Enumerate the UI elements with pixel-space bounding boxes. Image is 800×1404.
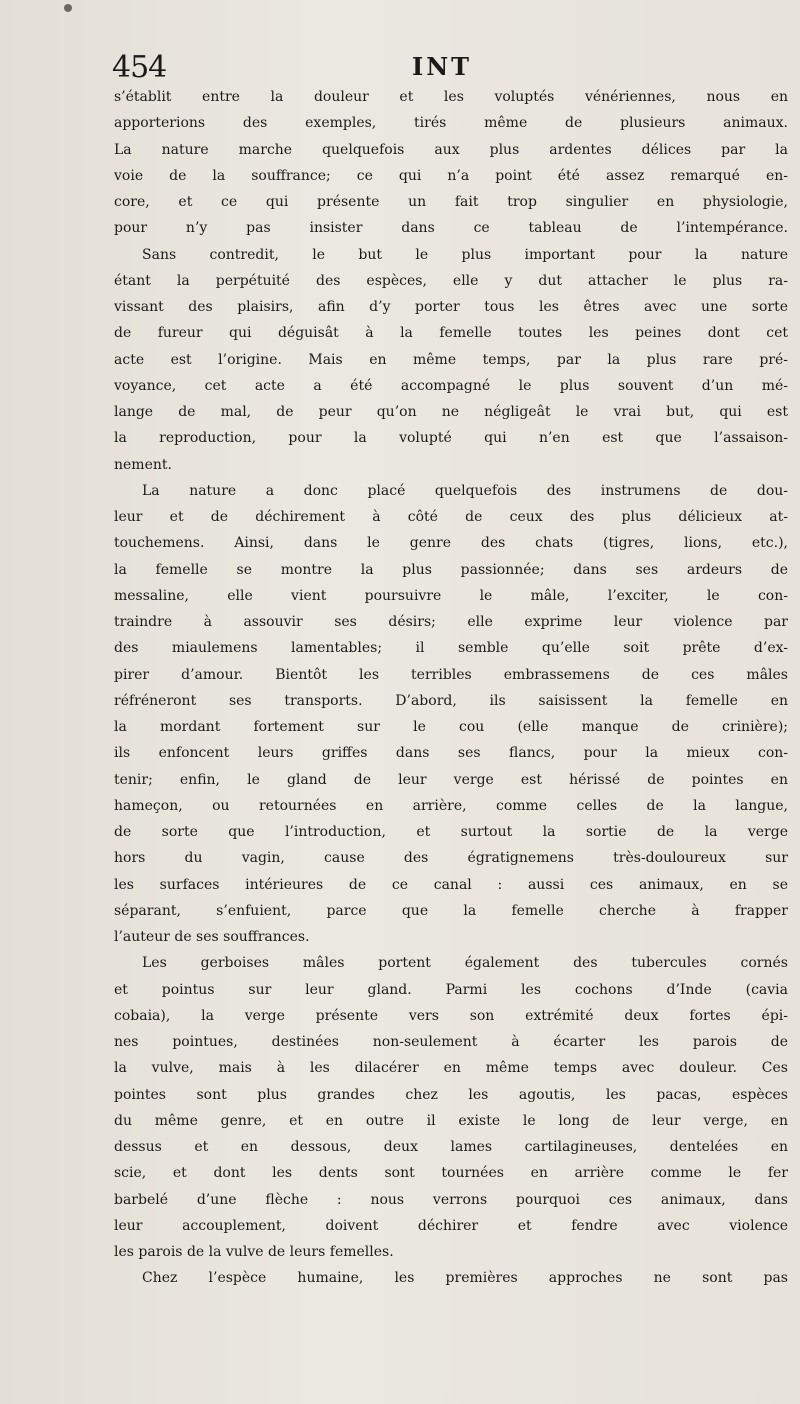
paper-speck [64, 4, 72, 12]
text-line: La nature marche quelquefois aux plus ardentes délices par la [114, 141, 788, 158]
text-line: les parois de la vulve de leurs femelles. [114, 1244, 394, 1260]
body-text [114, 84, 800, 1292]
text-line: la vulve, mais à les dilacérer en même temps avec douleur. Ces [114, 1060, 788, 1077]
text-line: voie de la souffrance; ce qui n’a point été assez remarqué en- [114, 167, 788, 184]
text-line: les surfaces intérieures de ce canal : aussi ces animaux, en se [114, 876, 788, 893]
text-line: hameçon, ou retournées en arrière, comme celles de la langue, [114, 797, 788, 814]
text-line: Les gerboises mâles portent également des tubercules cornés [142, 955, 788, 972]
running-title: INT [412, 52, 473, 81]
text-line: lange de mal, de peur qu’on ne négligeât le vrai but, qui est [114, 404, 788, 420]
text-line: scie, et dont les dents sont tournées en arrière comme le fer [114, 1165, 788, 1182]
text-line: s’établit entre la douleur et les voluptés vénériennes, nous en [114, 89, 788, 105]
text-line: des miaulemens lamentables; il semble qu’elle soit prête d’ex- [114, 640, 788, 657]
text-line: tenir; enfin, le gland de leur verge est hérissé de pointes en [114, 771, 788, 788]
text-line: pointes sont plus grandes chez les agoutis, les pacas, espèces [114, 1086, 788, 1103]
text-line: ils enfoncent leurs griffes dans ses flancs, pour la mieux con- [114, 745, 788, 762]
text-line: et pointus sur leur gland. Parmi les cochons d’Inde (cavia [114, 981, 788, 998]
text-line: l’auteur de ses souffrances. [114, 929, 310, 945]
text-line: de fureur qui déguisât à la femelle toutes les peines dont cet [114, 325, 788, 342]
text-line: séparant, s’enfuient, parce que la femelle cherche à frapper [114, 902, 788, 919]
text-line: leur accouplement, doivent déchirer et fendre avec violence [114, 1217, 788, 1234]
text-line: dessus et en dessous, deux lames cartilagineuses, dentelées en [114, 1139, 788, 1155]
text-line: pour n’y pas insister dans ce tableau de l’intempérance. [114, 220, 788, 237]
text-line: acte est l’origine. Mais en même temps, par la plus rare pré- [114, 351, 788, 368]
text-line: cobaia), la verge présente vers son extrémité deux fortes épi- [114, 1007, 788, 1024]
text-line: la reproduction, pour la volupté qui n’en est que l’assaison- [114, 430, 788, 447]
text-line: touchemens. Ainsi, dans le genre des chats (tigres, lions, etc.), [114, 535, 788, 552]
page-number: 454 [112, 50, 167, 85]
text-line: pirer d’amour. Bientôt les terribles embrassemens de ces mâles [114, 666, 788, 683]
text-line: La nature a donc placé quelquefois des instrumens de dou- [142, 482, 788, 499]
text-line: traindre à assouvir ses désirs; elle exprime leur violence par [114, 614, 788, 630]
text-line: la mordant fortement sur le cou (elle manque de crinière); [114, 719, 788, 735]
text-line: la femelle se montre la plus passionnée; dans ses ardeurs de [114, 561, 788, 578]
text-line: messaline, elle vient poursuivre le mâle, l’exciter, le con- [114, 587, 788, 604]
text-line: barbelé d’une flèche : nous verrons pourquoi ces animaux, dans [114, 1191, 788, 1208]
text-line: apporterions des exemples, tirés même de plusieurs animaux. [114, 115, 788, 132]
text-line: Sans contredit, le but le plus important pour la nature [142, 246, 788, 263]
text-line: hors du vagin, cause des égratignemens très-douloureux sur [114, 850, 788, 867]
text-line: vissant des plaisirs, afin d’y porter tous les êtres avec une sorte [114, 299, 788, 315]
text-line: leur et de déchirement à côté de ceux des plus délicieux at- [114, 509, 788, 525]
text-line: nes pointues, destinées non-seulement à écarter les parois de [114, 1034, 788, 1050]
text-line: de sorte que l’introduction, et surtout la sortie de la verge [114, 824, 788, 840]
text-line: du même genre, et en outre il existe le long de leur verge, en [114, 1112, 788, 1129]
text-line: étant la perpétuité des espèces, elle y dut attacher le plus ra- [114, 272, 788, 289]
text-line: voyance, cet acte a été accompagné le plus souvent d’un mé- [114, 377, 788, 394]
text-line: réfréneront ses transports. D’abord, ils saisissent la femelle en [114, 692, 788, 709]
text-line: core, et ce qui présente un fait trop singulier en physiologie, [114, 194, 788, 210]
text-line: nement. [114, 456, 172, 473]
text-line: Chez l’espèce humaine, les premières approches ne sont pas [142, 1270, 788, 1287]
